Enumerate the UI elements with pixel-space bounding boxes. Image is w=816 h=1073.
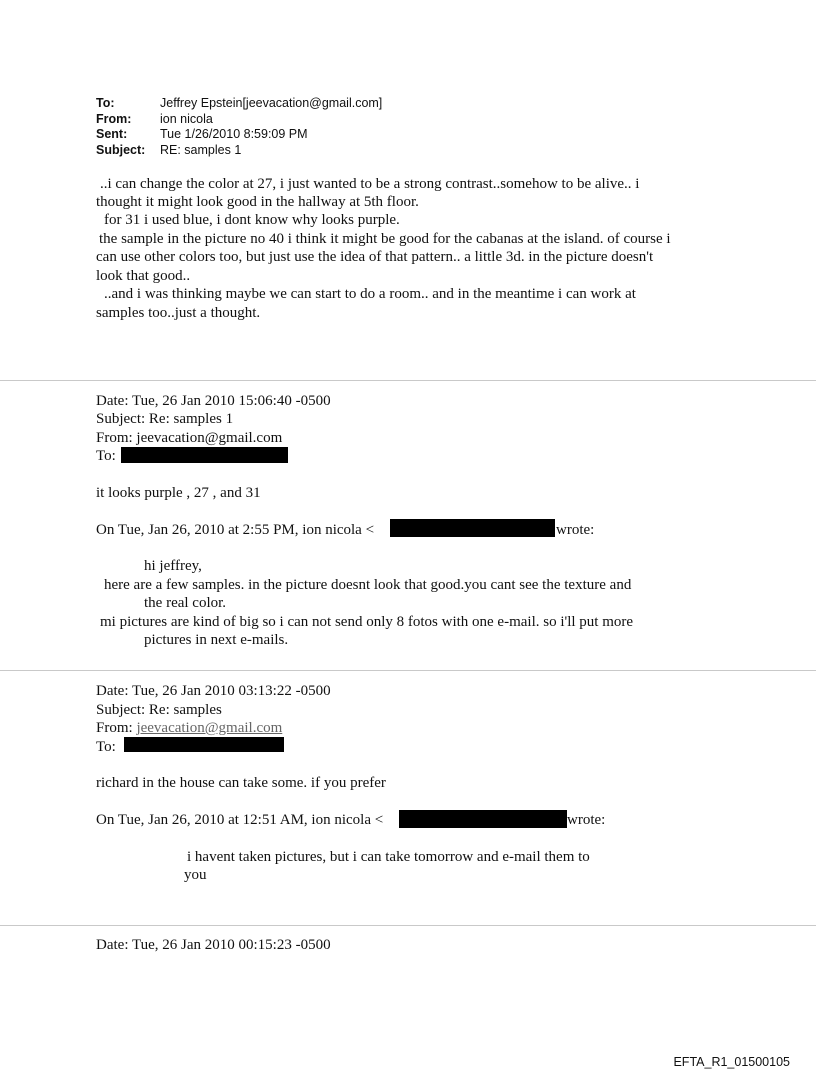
to-value: Jeffrey Epstein[jeevacation@gmail.com] [160,96,383,110]
quote-line: i havent taken pictures, but i can take tomorrow and e-mail them to [187,849,590,865]
msg-text: it looks purple , 27 , and 31 [96,485,261,501]
to-label: To: [96,96,115,110]
subject-label: Subject: [96,143,146,157]
from-value: ion nicola [160,112,213,126]
msg-text: richard in the house can take some. if you prefer [96,775,386,791]
msg-from: From: jeevacation@gmail.com [96,430,283,446]
divider [0,925,816,926]
body-line: thought it might look good in the hallway at 5th floor. [96,194,419,210]
msg-subject: Subject: Re: samples 1 [96,411,234,427]
body-line: samples too..just a thought. [96,305,261,321]
body-line: can use other colors too, but just use the idea of that pattern.. a little 3d. in the picture doesn't [96,249,654,265]
divider [0,380,816,381]
redaction-block [124,737,284,752]
quote-line: you [184,867,207,883]
redaction-block [399,810,567,828]
from-label: From: [96,112,132,126]
subject-value: RE: samples 1 [160,143,242,157]
quote-line: the real color. [144,595,227,611]
sent-label: Sent: [96,127,128,141]
msg-date: Date: Tue, 26 Jan 2010 00:15:23 -0500 [96,937,331,953]
redaction-block [390,519,555,537]
document-id: EFTA_R1_01500105 [673,1055,790,1069]
body-line: look that good.. [96,268,191,284]
quote-intro: On Tue, Jan 26, 2010 at 12:51 AM, ion nicola < [96,812,384,828]
msg-to-label: To: [96,448,116,464]
quote-line: here are a few samples. in the picture doesnt look that good.you cant see the texture and [104,577,632,593]
quote-wrote: wrote: [567,812,606,828]
msg-date: Date: Tue, 26 Jan 2010 03:13:22 -0500 [96,683,331,699]
msg-subject: Subject: Re: samples [96,702,222,718]
quote-wrote: wrote: [556,522,595,538]
body-line: for 31 i used blue, i dont know why looks purple. [104,212,400,228]
body-line: ..i can change the color at 27, i just wanted to be a strong contrast..somehow to be alive.. i [100,176,640,192]
sent-value: Tue 1/26/2010 8:59:09 PM [160,127,308,141]
body-line: the sample in the picture no 40 i think it might be good for the cabanas at the island. of course i [99,231,671,247]
email-link[interactable]: jeevacation@gmail.com [136,720,283,736]
body-line: ..and i was thinking maybe we can start to do a room.. and in the meantime i can work at [104,286,636,302]
quote-intro: On Tue, Jan 26, 2010 at 2:55 PM, ion nicola < [96,522,375,538]
quote-line: mi pictures are kind of big so i can not send only 8 fotos with one e-mail. so i'll put more [100,614,634,630]
msg-from-label: From: [96,720,137,736]
msg-from [96,719,282,738]
quote-line: hi jeffrey, [144,558,202,574]
redaction-block [121,447,288,463]
divider [0,670,816,671]
quote-line: pictures in next e-mails. [144,632,289,648]
msg-date: Date: Tue, 26 Jan 2010 15:06:40 -0500 [96,393,331,409]
msg-to-label: To: [96,739,116,755]
